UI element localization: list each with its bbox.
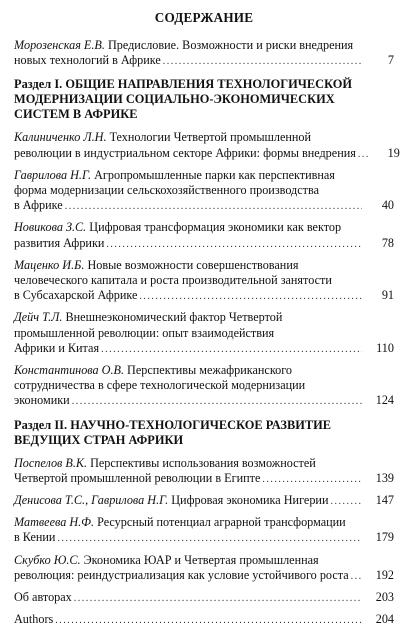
toc-entry bbox=[14, 493, 394, 509]
toc-entry-line bbox=[14, 53, 394, 69]
toc-entry-author: Морозенская Е.В. bbox=[14, 38, 105, 52]
toc-entry bbox=[14, 258, 394, 305]
toc-entry-title-text: Об авторах bbox=[14, 590, 72, 605]
toc-entry-line bbox=[14, 393, 394, 409]
toc-entry-title-text: Цифровая трансформация экономики как вектор bbox=[89, 220, 342, 235]
toc-entry-page-number: 204 bbox=[375, 612, 394, 627]
page-title: СОДЕРЖАНИЕ bbox=[154, 10, 254, 25]
dot-leader bbox=[358, 146, 368, 162]
toc-entry bbox=[14, 310, 394, 357]
toc-entry-author: Новикова З.С. bbox=[14, 220, 87, 235]
dot-leader bbox=[65, 198, 362, 214]
toc-entry bbox=[14, 612, 394, 628]
section-1-title-line-2: МОДЕРНИЗАЦИИ СОЦИАЛЬНО-ЭКОНОМИЧЕСКИХ bbox=[14, 92, 335, 107]
toc-entry-line bbox=[14, 198, 394, 214]
toc-entry-title-text: промышленной революции: опыт взаимодействия bbox=[14, 325, 275, 340]
dot-leader bbox=[101, 341, 362, 357]
toc-entry-title-text: революция: реиндустриализация как условие устойчивого роста bbox=[14, 567, 349, 582]
dot-leader bbox=[74, 590, 362, 606]
toc-entry-title-text: в Африке bbox=[14, 198, 63, 213]
toc-entry-line bbox=[14, 145, 400, 162]
toc-entry-line bbox=[14, 183, 394, 198]
section-1-title-line-1: ОБЩИЕ НАПРАВЛЕНИЯ ТЕХНОЛОГИЧЕСКОЙ bbox=[65, 77, 353, 92]
section-2-title-line-2: ВЕДУЩИХ СТРАН АФРИКИ bbox=[14, 432, 184, 447]
toc-entry-line bbox=[14, 612, 394, 628]
toc-entry bbox=[14, 456, 394, 487]
toc-entry-line bbox=[14, 168, 394, 183]
toc-entry bbox=[14, 515, 394, 546]
toc-entry-line bbox=[14, 341, 394, 357]
toc-entry bbox=[14, 590, 394, 606]
toc-entry-title-text: экономики bbox=[14, 393, 70, 408]
toc-entry-line bbox=[14, 471, 394, 487]
dot-leader bbox=[55, 612, 362, 628]
toc-entry-author: Калиниченко Л.Н. bbox=[14, 130, 107, 145]
toc-entry-title-text: развития Африки bbox=[14, 235, 105, 250]
toc-entry-author: Гаврилова Н.Г. bbox=[14, 167, 92, 182]
dot-leader bbox=[262, 471, 362, 487]
toc-entry-line bbox=[14, 515, 394, 530]
toc-entry-title-text: Перспективы межафриканского bbox=[127, 363, 293, 378]
toc-entry-page-number: 91 bbox=[381, 288, 394, 303]
toc-entry-page-number: 179 bbox=[375, 530, 394, 545]
toc-entry bbox=[14, 168, 394, 215]
section-2-label: Раздел II. bbox=[14, 417, 68, 432]
toc-entry-author: Маценко И.Б. bbox=[14, 257, 85, 272]
toc-entry-title-text: сотрудничества в сфере технологической модернизации bbox=[14, 378, 306, 393]
toc-entries-section-1 bbox=[14, 130, 400, 409]
dot-leader bbox=[57, 530, 362, 546]
toc-entry-line bbox=[14, 363, 394, 378]
toc-entry-page-number: 192 bbox=[375, 567, 394, 582]
toc-entry-author: Константинова О.В. bbox=[14, 363, 124, 378]
toc-entry-title-text: Четвертой промышленной революции в Египте bbox=[14, 470, 261, 485]
toc-entry-line bbox=[14, 530, 394, 546]
toc-entry-title-text: Authors bbox=[14, 612, 54, 627]
dot-leader bbox=[72, 393, 362, 409]
toc-entry-page-number: 19 bbox=[387, 145, 400, 160]
toc-entry-line bbox=[14, 130, 394, 145]
toc-entry-title-text: в Кении bbox=[14, 530, 56, 545]
toc-entry-author: Дейч Т.Л. bbox=[14, 310, 63, 325]
toc-entry-line bbox=[14, 258, 394, 273]
toc-entry bbox=[14, 220, 394, 251]
toc-entry-title-text: революции в индустриальном секторе Африки: формы внедрения bbox=[14, 145, 356, 160]
toc-entry bbox=[14, 130, 400, 161]
section-2-heading bbox=[14, 418, 394, 448]
toc-entry-line bbox=[14, 378, 394, 393]
toc-entry-line bbox=[14, 456, 394, 471]
toc-entry-page-number: 78 bbox=[381, 235, 394, 250]
section-1-label: Раздел I. bbox=[14, 77, 63, 92]
toc-entry-line bbox=[14, 38, 394, 53]
toc-entry-author: Матвеева Н.Ф. bbox=[14, 515, 95, 530]
toc-entry-page-number: 139 bbox=[375, 470, 394, 485]
toc-entry bbox=[14, 363, 394, 410]
toc-entry-page-number: 40 bbox=[381, 198, 394, 213]
toc-entry-title-text: Агропромышленные парки как перспективная bbox=[94, 167, 335, 182]
toc-entry-page-number: 110 bbox=[376, 340, 394, 355]
toc-entry-title-text: Новые возможности совершенствования bbox=[87, 257, 299, 272]
toc-entry-title-text: Экономика ЮАР и Четвертая промышленная bbox=[83, 552, 319, 567]
dot-leader bbox=[139, 288, 362, 304]
dot-leader bbox=[330, 493, 362, 509]
toc-entry-page-number: 203 bbox=[375, 590, 394, 605]
toc-entry-title-text: Перспективы использования возможностей bbox=[90, 455, 316, 470]
toc-entry-line bbox=[14, 220, 394, 235]
toc-entry-line bbox=[14, 236, 394, 252]
dot-leader bbox=[351, 568, 362, 584]
toc-entry-title-text: Внешнеэкономический фактор Четвертой bbox=[65, 310, 283, 325]
toc-entry bbox=[14, 38, 394, 69]
toc-entries-top bbox=[14, 38, 394, 69]
dot-leader bbox=[106, 236, 362, 252]
section-2-title-line-1: НАУЧНО-ТЕХНОЛОГИЧЕСКОЕ РАЗВИТИЕ bbox=[70, 417, 332, 432]
toc-entry-author: Денисова Т.С., Гаврилова Н.Г. bbox=[14, 493, 169, 508]
toc-entry-line bbox=[14, 493, 394, 509]
toc-entry-line bbox=[14, 273, 394, 288]
toc-entry-page-number: 147 bbox=[375, 493, 394, 508]
toc-entry-title-text: Ресурсный потенциал аграрной трансформации bbox=[97, 515, 346, 530]
toc-entry-line bbox=[14, 553, 394, 568]
toc-entry-title-text: форма модернизации сельскохозяйственного производства bbox=[14, 183, 319, 198]
toc-entry-author: Поспелов В.К. bbox=[14, 455, 88, 470]
toc-entry-line bbox=[14, 326, 394, 341]
toc-entries-section-2 bbox=[14, 456, 394, 628]
toc-entry-title-text: новых технологий в Африке bbox=[14, 53, 161, 68]
toc-entry bbox=[14, 553, 394, 584]
toc-entry-line bbox=[14, 590, 394, 606]
toc-entry-line bbox=[14, 568, 394, 584]
toc-entry-line bbox=[14, 310, 394, 325]
toc-entry-author: Скубко Ю.С. bbox=[14, 552, 81, 567]
toc-entry-page-number: 7 bbox=[387, 53, 394, 68]
toc-entry-page-number: 124 bbox=[375, 393, 394, 408]
dot-leader bbox=[163, 53, 362, 69]
section-1-title-line-3: СИСТЕМ В АФРИКЕ bbox=[14, 107, 138, 122]
toc-entry-title-text: Предисловие. Возможности и риски внедрения bbox=[107, 38, 354, 52]
toc-entry-title-text: человеческого капитала и роста производительной занятости bbox=[14, 273, 332, 288]
toc-entry-line bbox=[14, 288, 394, 304]
toc-entry-title-text: Африки и Китая bbox=[14, 340, 100, 355]
toc-entry-title-text: Цифровая экономика Нигерии bbox=[171, 493, 329, 508]
section-1-heading bbox=[14, 77, 394, 122]
toc-entry-title-text: в Субсахарской Африке bbox=[14, 288, 138, 303]
toc-entry-title-text: Технологии Четвертой промышленной bbox=[109, 130, 312, 145]
